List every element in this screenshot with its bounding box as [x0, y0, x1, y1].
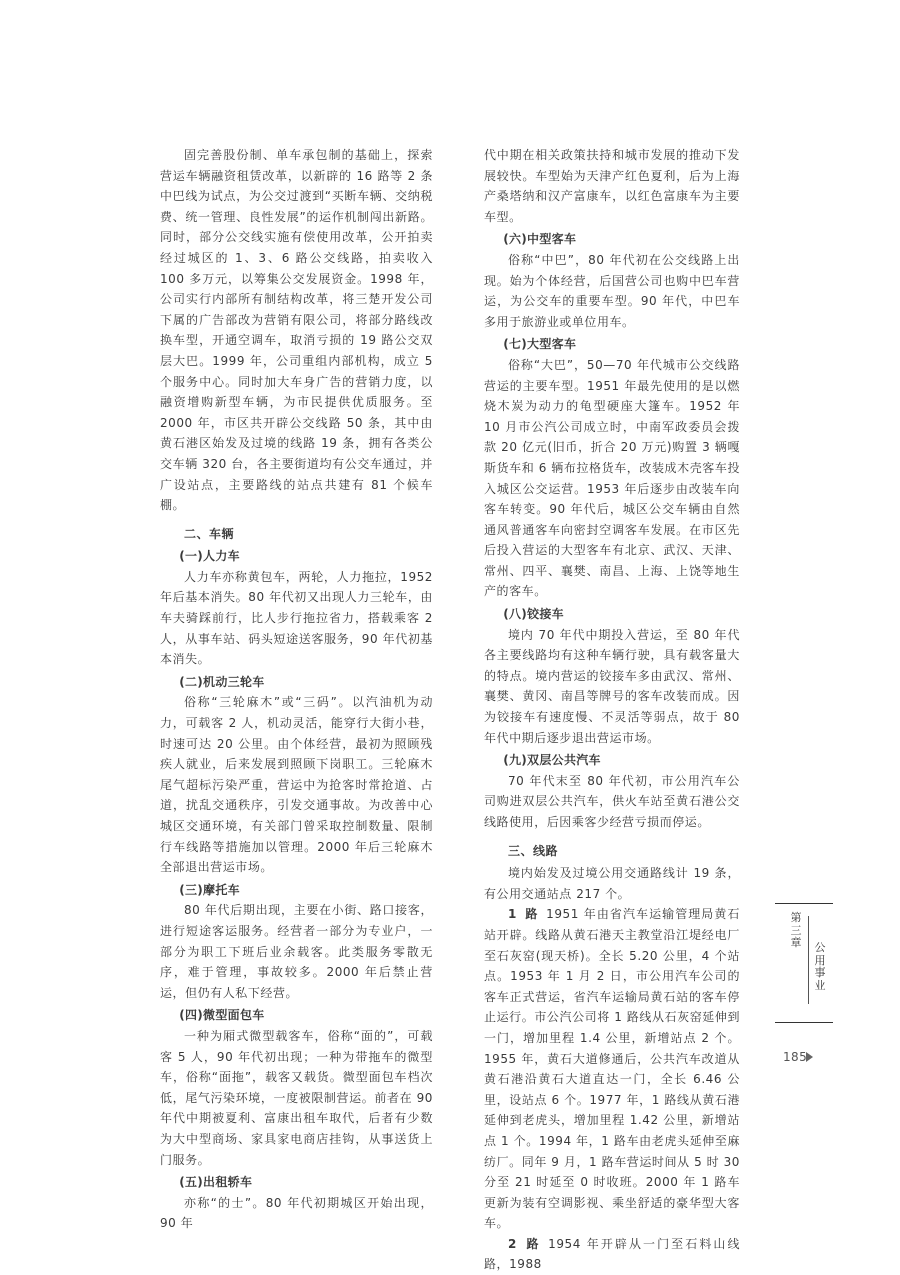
- page-arrow-icon: [806, 1052, 813, 1062]
- section-heading-routes: 三、线路: [508, 843, 559, 858]
- right-text-column: [484, 145, 740, 1275]
- subheading-medium-bus: (六)中型客车: [503, 232, 577, 247]
- paragraph: 俗称“中巴”，80 年代初在公交线路上出现。始为个体经营，后国营公司也购中巴车营运，为公交车的重要车型。90 年代，中巴车多用于旅游业或单位用车。: [484, 252, 740, 329]
- paragraph: 境内始发及过境公用交通路线计 19 条，有公用交通站点 217 个。: [484, 866, 740, 901]
- paragraph: 境内 70 年代中期投入营运，至 80 年代各主要线路均有这种车辆行驶，具有载客量大的特点。境内营运的铰接车多由武汉、常州、襄樊、黄冈、南昌等牌号的客车改装而成。因为铰接车有速度慢、不灵活等弱点，故于 80 年代中期后逐步退出营运市场。: [484, 627, 740, 745]
- paragraph: 人力车亦称黄包车，两轮，人力拖拉，1952 年后基本消失。80 年代初又出现人力三轮车，由车夫骑踩前行，比人步行拖拉省力，搭载乘客 2 人，从事车站、码头短途送客服务，90 年代初基本消失。: [160, 569, 433, 667]
- section-heading-vehicles: 二、车辆: [184, 526, 235, 541]
- subheading-minivan: (四)微型面包车: [179, 1008, 265, 1023]
- paragraph: 俗称“大巴”，50—70 年代城市公交线路营运的主要车型。1951 年最先使用的是以燃烧木炭为动力的龟型硬座大篷车。1952 年 10 月市公汽公司成立时，中南军政委员会拨款 20 亿元(旧币，折合 20 万元)购置 3 辆嘎斯货车和 6 辆布拉格货车，改装成木壳客车投入城区公交运营。1953 年后逐步由改装车向客车转变。90 年代后，城区公交车辆由自然通风普通客车向密封空调客车发展。在市区先后投入营运的大型客车有北京、武汉、天津、常州、四平、襄樊、南昌、上海、上饶等地生产的客车。: [484, 357, 740, 599]
- subheading-taxi: (五)出租轿车: [179, 1175, 253, 1190]
- route-text: 1954 年开辟从一门至石料山线路，1988: [484, 1236, 740, 1272]
- subheading-double-decker: (九)双层公共汽车: [503, 753, 601, 768]
- paragraph: 亦称“的士”。80 年代初期城区开始出现，90 年: [160, 1195, 433, 1231]
- paragraph: 70 年代末至 80 年代初，市公用汽车公司购进双层公共汽车，供火车站至黄石港公交线路使用，后因乘客少经营亏损而停运。: [484, 773, 740, 829]
- paragraph: 一种为厢式微型载客车，俗称“面的”，可载客 5 人，90 年代初出现；一种为带拖车的微型车，俗称“面拖”，载客又载货。微型面包车档次低，尾气污染环境，一度被限制营运。前者在 90 年代中期被夏利、富康出租车取代，后者有少数为大中型商场、家具家电商店挂钩，从事送货上门服务。: [160, 1028, 433, 1167]
- subheading-articulated-bus: (八)铰接车: [503, 607, 564, 622]
- section-label: 公用事业: [814, 941, 826, 992]
- chapter-side-tab: [775, 903, 833, 1023]
- divider: [808, 916, 809, 1004]
- paragraph-route-1: [484, 904, 740, 1234]
- page-number: 185: [783, 1050, 808, 1064]
- left-text-column: [160, 145, 433, 1234]
- paragraph: 固完善股份制、单车承包制的基础上，探索营运车辆融资租赁改革，以新辟的 16 路等 2 条中巴线为试点，为公交过渡到“买断车辆、交纳税费、统一管理、良性发展”的运作机制闯出新路。同时，部分公交线实施有偿使用改革，公开拍卖经过城区的 1、3、6 路公交线路，拍卖收入 100 多万元，以筹集公交发展资金。1998 年，公司实行内部所有制结构改革，将三楚开发公司下属的广告部改为营销有限公司，将部分路线改换车型，开通空调车，取消亏损的 19 路公交双层大巴。1999 年，公司重组内部机构，成立 5 个服务中心。同时加大车身广告的营销力度，以融资增购新型车辆，为市民提供优质服务。至 2000 年，市区共开辟公交线路 50 条，其中由黄石港区始发及过境的线路 19 条，拥有各类公交车辆 320 台，各主要街道均有公交车通过，并广设站点，主要路线的站点共建有 81 个候车棚。: [160, 148, 433, 513]
- route-label: 1 路: [508, 907, 541, 922]
- paragraph: 代中期在相关政策扶持和城市发展的推动下发展较快。车型始为天津产红色夏利，后为上海产桑塔纳和汉产富康车，以红色富康车为主要车型。: [484, 148, 740, 224]
- paragraph-route-2: [484, 1234, 740, 1275]
- subheading-large-bus: (七)大型客车: [503, 337, 577, 352]
- chapter-label: 第三章: [790, 911, 802, 949]
- route-text: 1951 年由省汽车运输管理局黄石站开辟。线路从黄石港天主教堂沿江堤经电厂至石灰窑(现天桥)。全长 5.20 公里，4 个站点。1953 年 1 月 2 日，市公用汽车公司的客车正式营运，省汽车运输局黄石站的客车停止运行。市公汽公司将 1 路线从石灰窑延伸到一门，增加里程 1.4 公里，新增站点 2 个。1955 年，黄石大道修通后，公共汽车改道从黄石港沿黄石大道直达一门，全长 6.46 公里，设站点 6 个。1977 年，1 路线从黄石港延伸到老虎头，增加里程 1.42 公里，新增站点 1 个。1994 年，1 路车由老虎头延伸至麻纺厂。同年 9 月，1 路车营运时间从 5 时 30 分至 21 时延至 0 时收班。2000 年 1 路车更新为装有空调影视、乘坐舒适的豪华型大客车。: [484, 907, 740, 1231]
- paragraph: 俗称“三轮麻木”或“三码”。以汽油机为动力，可载客 2 人，机动灵活，能穿行大街小巷，时速可达 20 公里。由个体经营，最初为照顾残疾人就业，后来发展到照顾下岗职工。三轮麻木尾气超标污染严重，营运中为抢客时常抢道、占道，扰乱交通秩序，引发交通事故。为改善中心城区交通环境，有关部门曾采取控制数量、限制行车线路等措施加以管理。2000 年后三轮麻木全部退出营运市场。: [160, 695, 433, 875]
- route-label: 2 路: [508, 1236, 543, 1251]
- paragraph: 80 年代后期出现，主要在小街、路口接客，进行短途客运服务。经营者一部分为专业户，一部分为职工下班后业余载客。此类服务零散无序，难于管理，事故较多。2000 年后禁止营运，但仍有人私下经营。: [160, 903, 433, 1000]
- subheading-rickshaw: (一)人力车: [179, 549, 240, 564]
- subheading-motor-tricycle: (二)机动三轮车: [179, 674, 265, 689]
- subheading-motorcycle: (三)摩托车: [179, 882, 240, 897]
